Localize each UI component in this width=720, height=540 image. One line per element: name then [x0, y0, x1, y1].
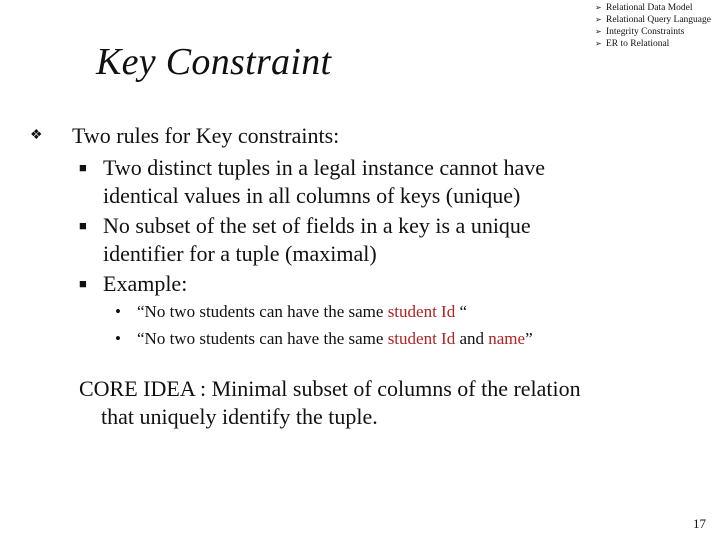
example-text-part: and	[455, 329, 489, 348]
nav-item-label: Relational Query Language	[606, 15, 711, 25]
arrow-bullet-icon: ➢	[595, 27, 602, 36]
slide-title: Key Constraint	[96, 41, 332, 83]
sub-bullet-text	[103, 212, 623, 268]
square-bullet-icon: ■	[79, 160, 87, 175]
example-text-part: “No two students can have the same	[137, 302, 388, 321]
dot-bullet-icon: •	[115, 329, 121, 348]
highlight-term: student Id	[387, 302, 456, 321]
example-text-part: ”	[525, 329, 533, 348]
example-text	[137, 302, 467, 322]
sub-bullet-line: identical values in all columns of keys (unique)	[103, 183, 521, 208]
sub-bullet-text	[103, 270, 623, 298]
nav-item	[595, 14, 711, 26]
example-text	[137, 329, 533, 349]
example-text-part: “No two students can have the same	[137, 329, 388, 348]
nav-item-label: ER to Relational	[606, 39, 670, 49]
topic-nav-list	[595, 2, 711, 50]
sub-bullet-text	[103, 154, 623, 210]
nav-item-label: Integrity Constraints	[606, 27, 685, 37]
diamond-bullet-icon: ❖	[30, 128, 43, 143]
square-bullet-icon: ■	[79, 218, 87, 233]
nav-item	[595, 26, 711, 38]
example-text-part: “	[455, 302, 468, 321]
sub-bullet-line: Example:	[103, 271, 188, 296]
nav-item	[595, 38, 711, 50]
arrow-bullet-icon: ➢	[595, 3, 602, 12]
core-idea-line: that uniquely identify the tuple.	[101, 404, 378, 429]
nav-item-label: Relational Data Model	[606, 3, 693, 13]
dot-bullet-icon: •	[115, 302, 121, 321]
sub-bullet-line: Two distinct tuples in a legal instance cannot have	[103, 155, 545, 180]
nav-item	[595, 2, 711, 14]
arrow-bullet-icon: ➢	[595, 15, 602, 24]
arrow-bullet-icon: ➢	[595, 39, 602, 48]
core-idea-line: CORE IDEA : Minimal subset of columns of the relation	[79, 376, 581, 401]
main-bullet-text: Two rules for Key constraints:	[72, 123, 340, 148]
square-bullet-icon: ■	[79, 276, 87, 291]
highlight-term: name	[488, 329, 526, 348]
sub-bullet-line: No subset of the set of fields in a key is a unique	[103, 213, 531, 238]
page-number: 17	[693, 516, 706, 531]
highlight-term: student Id	[387, 329, 456, 348]
core-idea	[79, 375, 679, 431]
sub-bullet-line: identifier for a tuple (maximal)	[103, 241, 377, 266]
